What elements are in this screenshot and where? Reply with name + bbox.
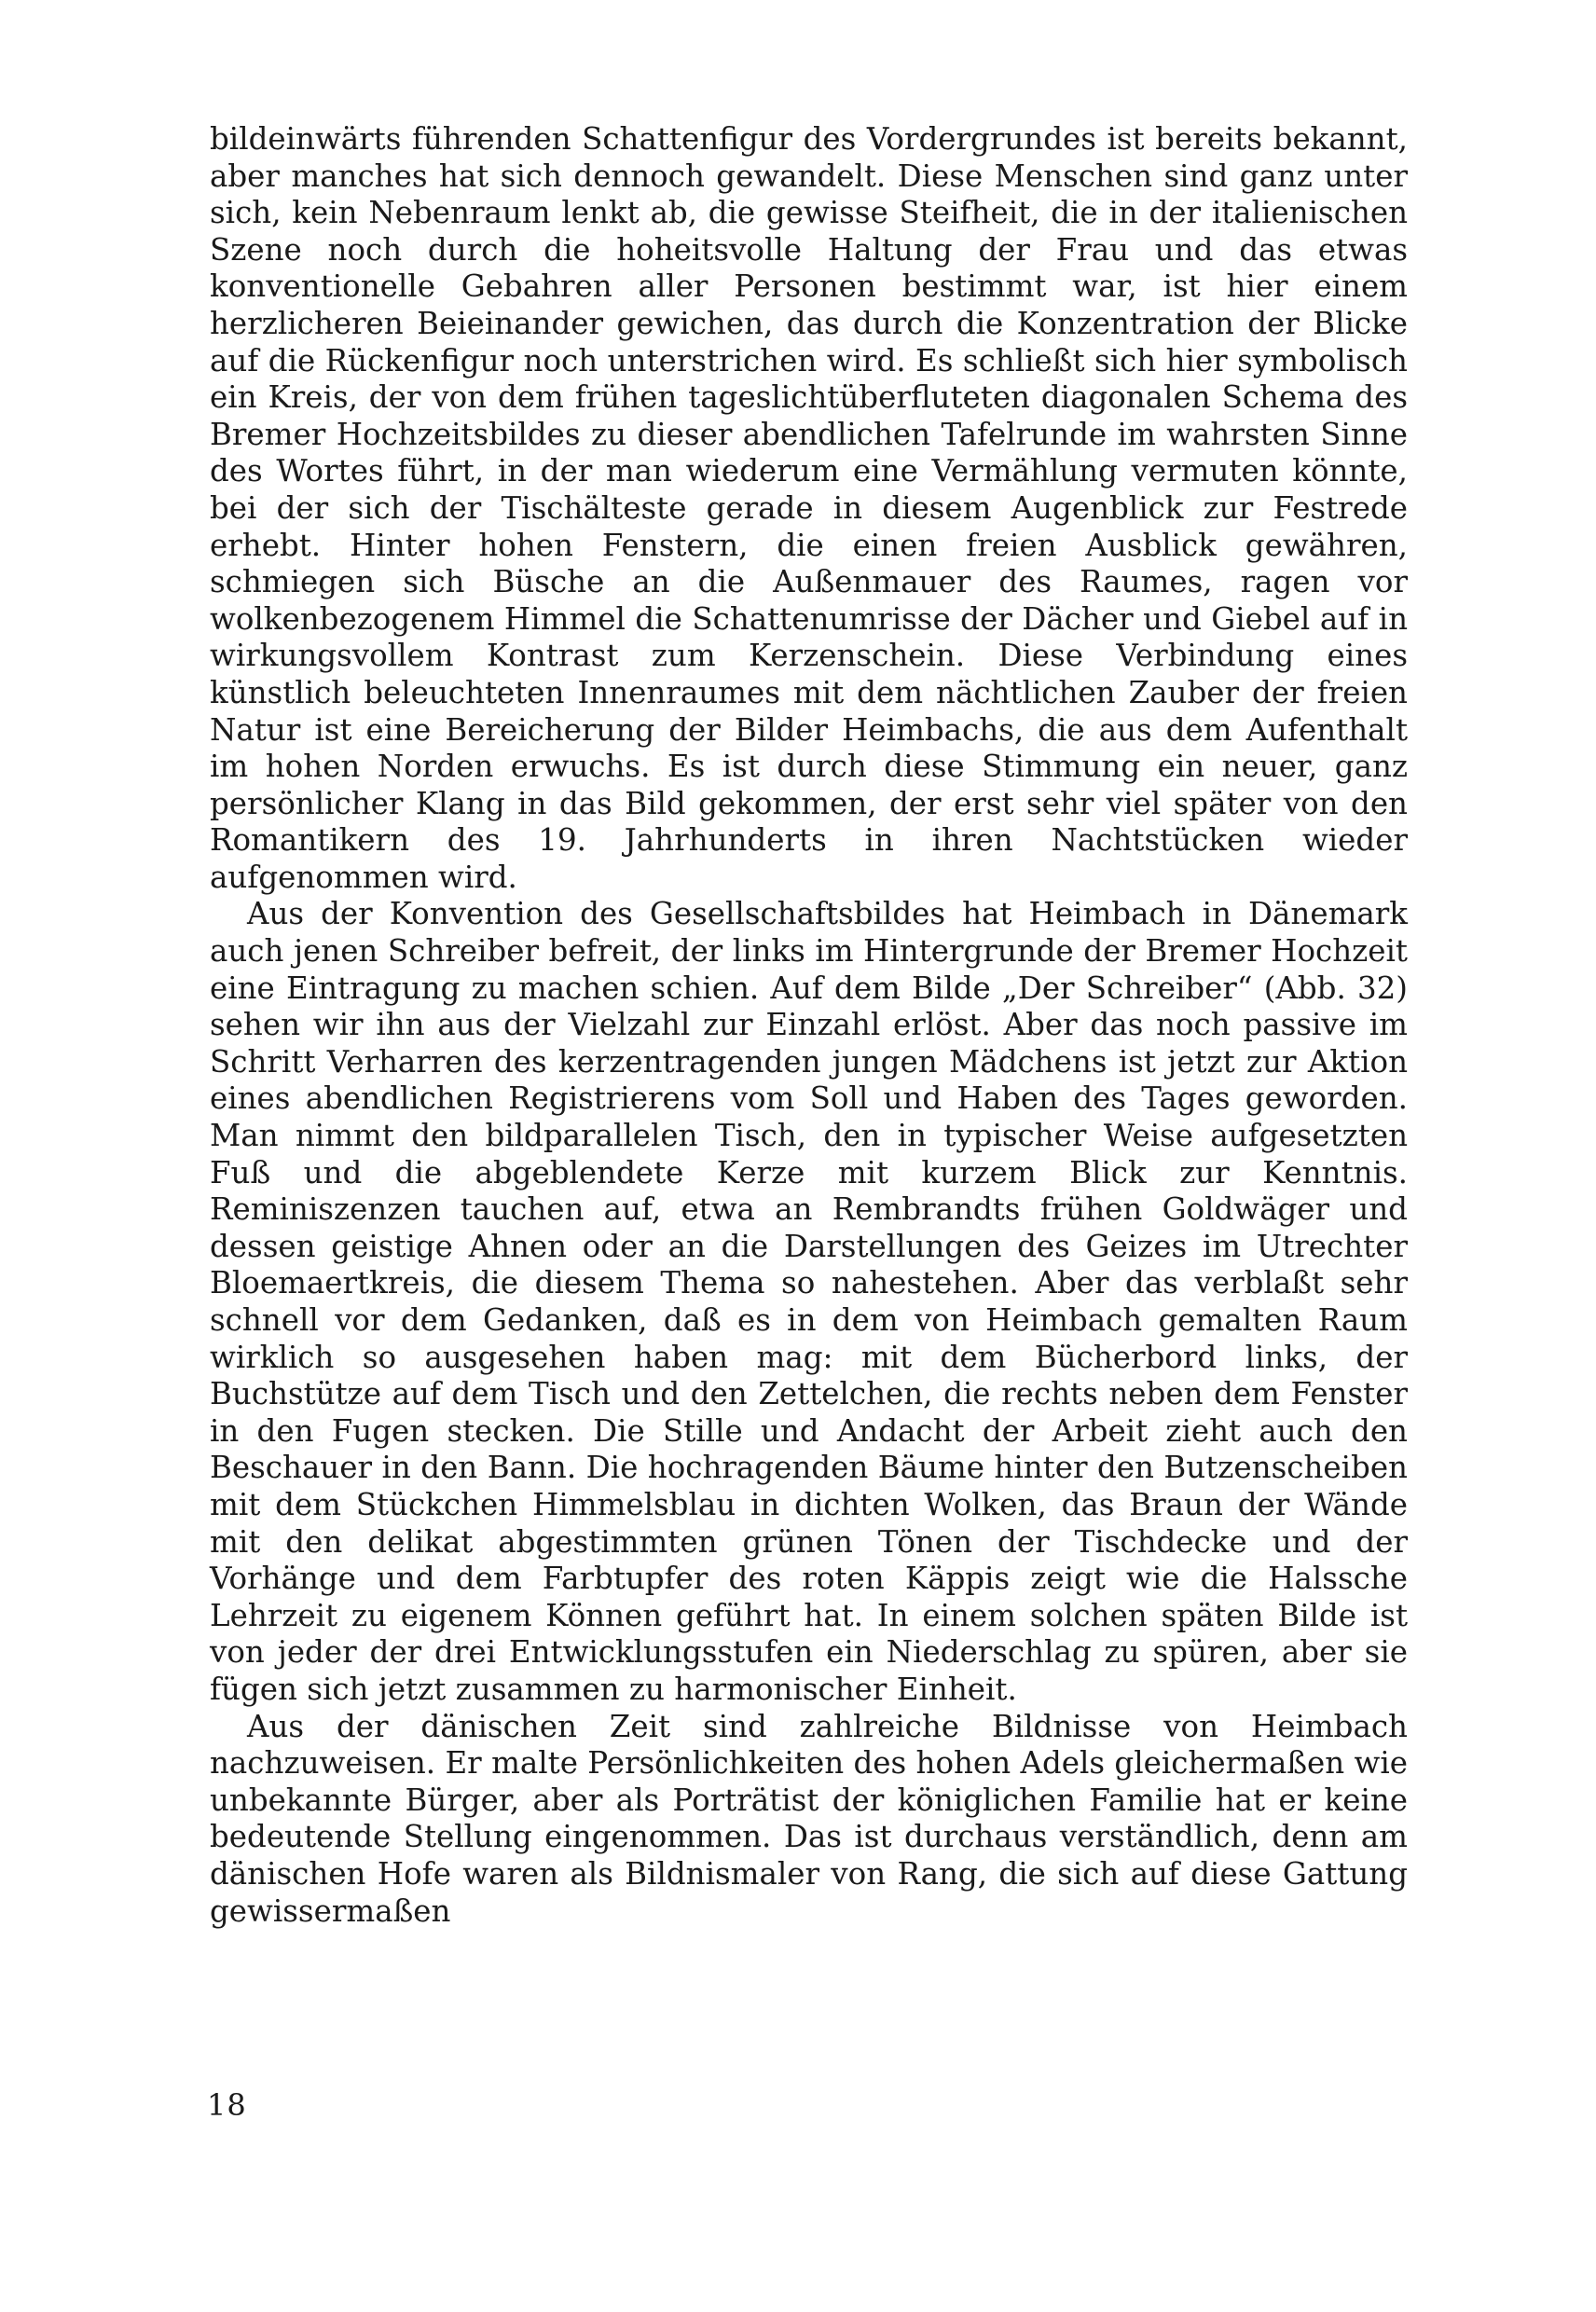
paragraph-2: Aus der Konvention des Gesellschaftsbildes hat Heimbach in Dänemark auch jenen Schreiber befreit, der links im Hintergrunde der Bremer Hochzeit eine Eintragung zu machen schien. Auf dem Bilde „Der Schreiber“ (Abb. 32) sehen wir ihn aus der Vielzahl zur Einzahl erlöst. Aber das noch passive im Schritt Verharren des kerzentragenden jungen Mädchens ist jetzt zur Aktion eines abendlichen Registrierens vom Soll und Haben des Tages geworden. Man nimmt den bildparallelen Tisch, den in typischer Weise aufgesetzten Fuß und die abgeblendete Kerze mit kurzem Blick zur Kenntnis. Reminiszenzen tauchen auf, etwa an Rembrandts frühen Goldwäger und dessen geistige Ahnen oder an die Darstellungen des Geizes im Utrechter Bloemaertkreis, die diesem Thema so nahestehen. Aber das verblaßt sehr schnell vor dem Gedanken, daß es in dem von Heimbach gemalten Raum wirklich so ausgesehen haben mag: mit dem Bücherbord links, der Buchstütze auf dem Tisch und den Zettelchen, die rechts neben dem Fenster in den Fugen stecken. Die Stille und Andacht der Arbeit zieht auch den Beschauer in den Bann. Die hochragenden Bäume hinter den Butzenscheiben mit dem Stückchen Himmelsblau in dichten Wolken, das Braun der Wände mit den delikat abgestimmten grünen Tönen der Tischdecke und der Vorhänge und dem Farbtupfer des roten Käppis zeigt wie die Halssche Lehrzeit zu eigenem Können geführt hat. In einem solchen späten Bilde ist von jeder der drei Entwicklungsstufen ein Niederschlag zu spüren, aber sie fügen sich jetzt zusammen zu harmonischer Einheit. [210,896,1408,1707]
paragraph-3: Aus der dänischen Zeit sind zahlreiche Bildnisse von Heimbach nachzuweisen. Er malte Persönlichkeiten des hohen Adels gleichermaßen wie unbekannte Bürger, aber als Porträtist der königlichen Familie hat er keine bedeutende Stellung eingenommen. Das ist durchaus verständlich, denn am dänischen Hofe waren als Bildnismaler von Rang, die sich auf diese Gattung gewissermaßen [210,1708,1408,1929]
paragraph-1: bildeinwärts führenden Schattenfigur des Vordergrundes ist bereits bekannt, aber manches hat sich dennoch gewandelt. Diese Menschen sind ganz unter sich, kein Nebenraum lenkt ab, die gewisse Steifheit, die in der italienischen Szene noch durch die hoheitsvolle Haltung der Frau und das etwas konventionelle Gebahren aller Personen bestimmt war, ist hier einem herzlicheren Beieinander gewichen, das durch die Konzentration der Blicke auf die Rückenfigur noch unterstrichen wird. Es schließt sich hier symbolisch ein Kreis, der von dem frühen tageslichtüberfluteten diagonalen Schema des Bremer Hochzeitsbildes zu dieser abendlichen Tafelrunde im wahrsten Sinne des Wortes führt, in der man wiederum eine Vermählung vermuten könnte, bei der sich der Tischälteste gerade in diesem Augenblick zur Festrede erhebt. Hinter hohen Fenstern, die einen freien Ausblick gewähren, schmiegen sich Büsche an die Außenmauer des Raumes, ragen vor wolkenbezogenem Himmel die Schattenumrisse der Dächer und Giebel auf in wirkungsvollem Kontrast zum Kerzenschein. Diese Verbindung eines künstlich beleuchteten Innenraumes mit dem nächtlichen Zauber der freien Natur ist eine Bereicherung der Bilder Heimbachs, die aus dem Aufenthalt im hohen Norden erwuchs. Es ist durch diese Stimmung ein neuer, ganz persönlicher Klang in das Bild gekommen, der erst sehr viel später von den Romantikern des 19. Jahrhunderts in ihren Nachtstücken wieder aufgenommen wird. [210,121,1408,895]
body-text [210,121,1408,1930]
page-number: 18 [207,2087,247,2123]
